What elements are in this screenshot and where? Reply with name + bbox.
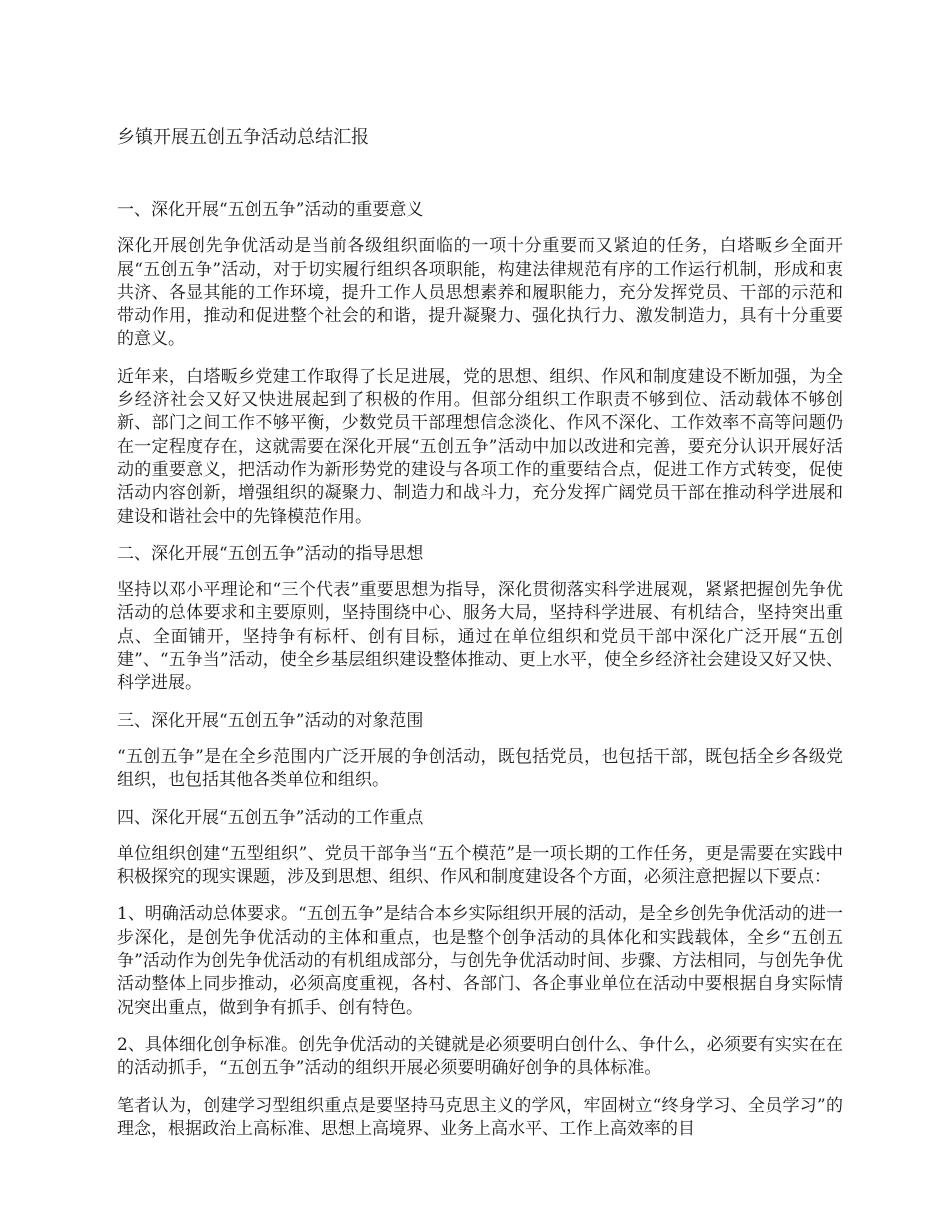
document-title: 乡镇开展五创五争活动总结汇报 [117,127,369,148]
paragraph-7: 2、具体细化创争标准。创先争优活动的关键就是必须要明白创什么、争什么，必须要有实实在在的活动抓手，“五创五争”活动的组织开展必须要明确好创争的具体标准。 [117,1034,843,1079]
section-heading-1: 一、深化开展“五创五争”活动的重要意义 [117,200,424,220]
section-heading-4: 四、深化开展“五创五争”活动的工作重点 [117,807,424,828]
paragraph-8: 笔者认为，创建学习型组织重点是要坚持马克思主义的学风，牢固树立“终身学习、全员学习”的理念，根据政治上高标准、思想上高境界、业务上高水平、工作上高效率的目 [117,1095,843,1139]
paragraph-5: 单位组织创建“五型组织”、党员干部争当“五个模范”是一项长期的工作任务，更是需要在实践中积极探究的现实课题，涉及到思想、组织、作风和制度建设各个方面，必须注意把握以下要点： [117,843,843,888]
section-heading-3: 三、深化开展“五创五争”活动的对象范围 [117,710,424,731]
paragraph-1: 深化开展创先争优活动是当前各级组织面临的一项十分重要而又紧迫的任务，白塔畈乡全面开展“五创五争”活动，对于切实履行组织各项职能，构建法律规范有序的工作运行机制，形成和衷共济、各显其能的工作环境，提升工作人员思想素养和履职能力，充分发挥党员、干部的示范和带动作用，推动和促进整个社会的和谐，提升凝聚力、强化执行力、激发制造力，具有十分重要的意义。 [117,236,843,350]
paragraph-6: 1、明确活动总体要求。“五创五争”是结合本乡实际组织开展的活动，是全乡创先争优活动的进一步深化，是创先争优活动的主体和重点，也是整个创争活动的具体化和实践载体，全乡“五创五争”活动作为创先争优活动的有机组成部分，与创先争优活动时间、步骤、方法相同，与创先争优活动整体上同步推动，必须高度重视，各村、各部门、各企事业单位在活动中要根据自身实际情况突出重点，做到争有抓手、创有特色。 [117,904,843,1018]
paragraph-3: 坚持以邓小平理论和“三个代表”重要思想为指导，深化贯彻落实科学进展观，紧紧把握创先争优活动的总体要求和主要原则，坚持围绕中心、服务大局，坚持科学进展、有机结合，坚持突出重点、全面铺开，坚持争有标杆、创有目标，通过在单位组织和党员干部中深化广泛开展“五创建”、“五争当”活动，使全乡基层组织建设整体推动、更上水平，使全乡经济社会建设又好又快、科学进展。 [117,580,843,694]
paragraph-4: “五创五争”是在全乡范围内广泛开展的争创活动，既包括党员，也包括干部，既包括全乡各级党组织，也包括其他各类单位和组织。 [117,746,843,791]
paragraph-2: 近年来，白塔畈乡党建工作取得了长足进展，党的思想、组织、作风和制度建设不断加强，为全乡经济社会又好又快进展起到了积极的作用。但部分组织工作职责不够到位、活动载体不够创新、部门之间工作不够平衡，少数党员干部理想信念淡化、作风不深化、工作效率不高等问题仍在一定程度存在，这就需要在深化开展“五创五争”活动中加以改进和完善，要充分认识开展好活动的重要意义，把活动作为新形势党的建设与各项工作的重要结合点，促进工作方式转变，促使活动内容创新，增强组织的凝聚力、制造力和战斗力，充分发挥广阔党员干部在推动科学进展和建设和谐社会中的先锋模范作用。 [117,366,843,527]
section-heading-2: 二、深化开展“五创五争”活动的指导思想 [117,543,424,564]
document-body [117,199,843,1155]
